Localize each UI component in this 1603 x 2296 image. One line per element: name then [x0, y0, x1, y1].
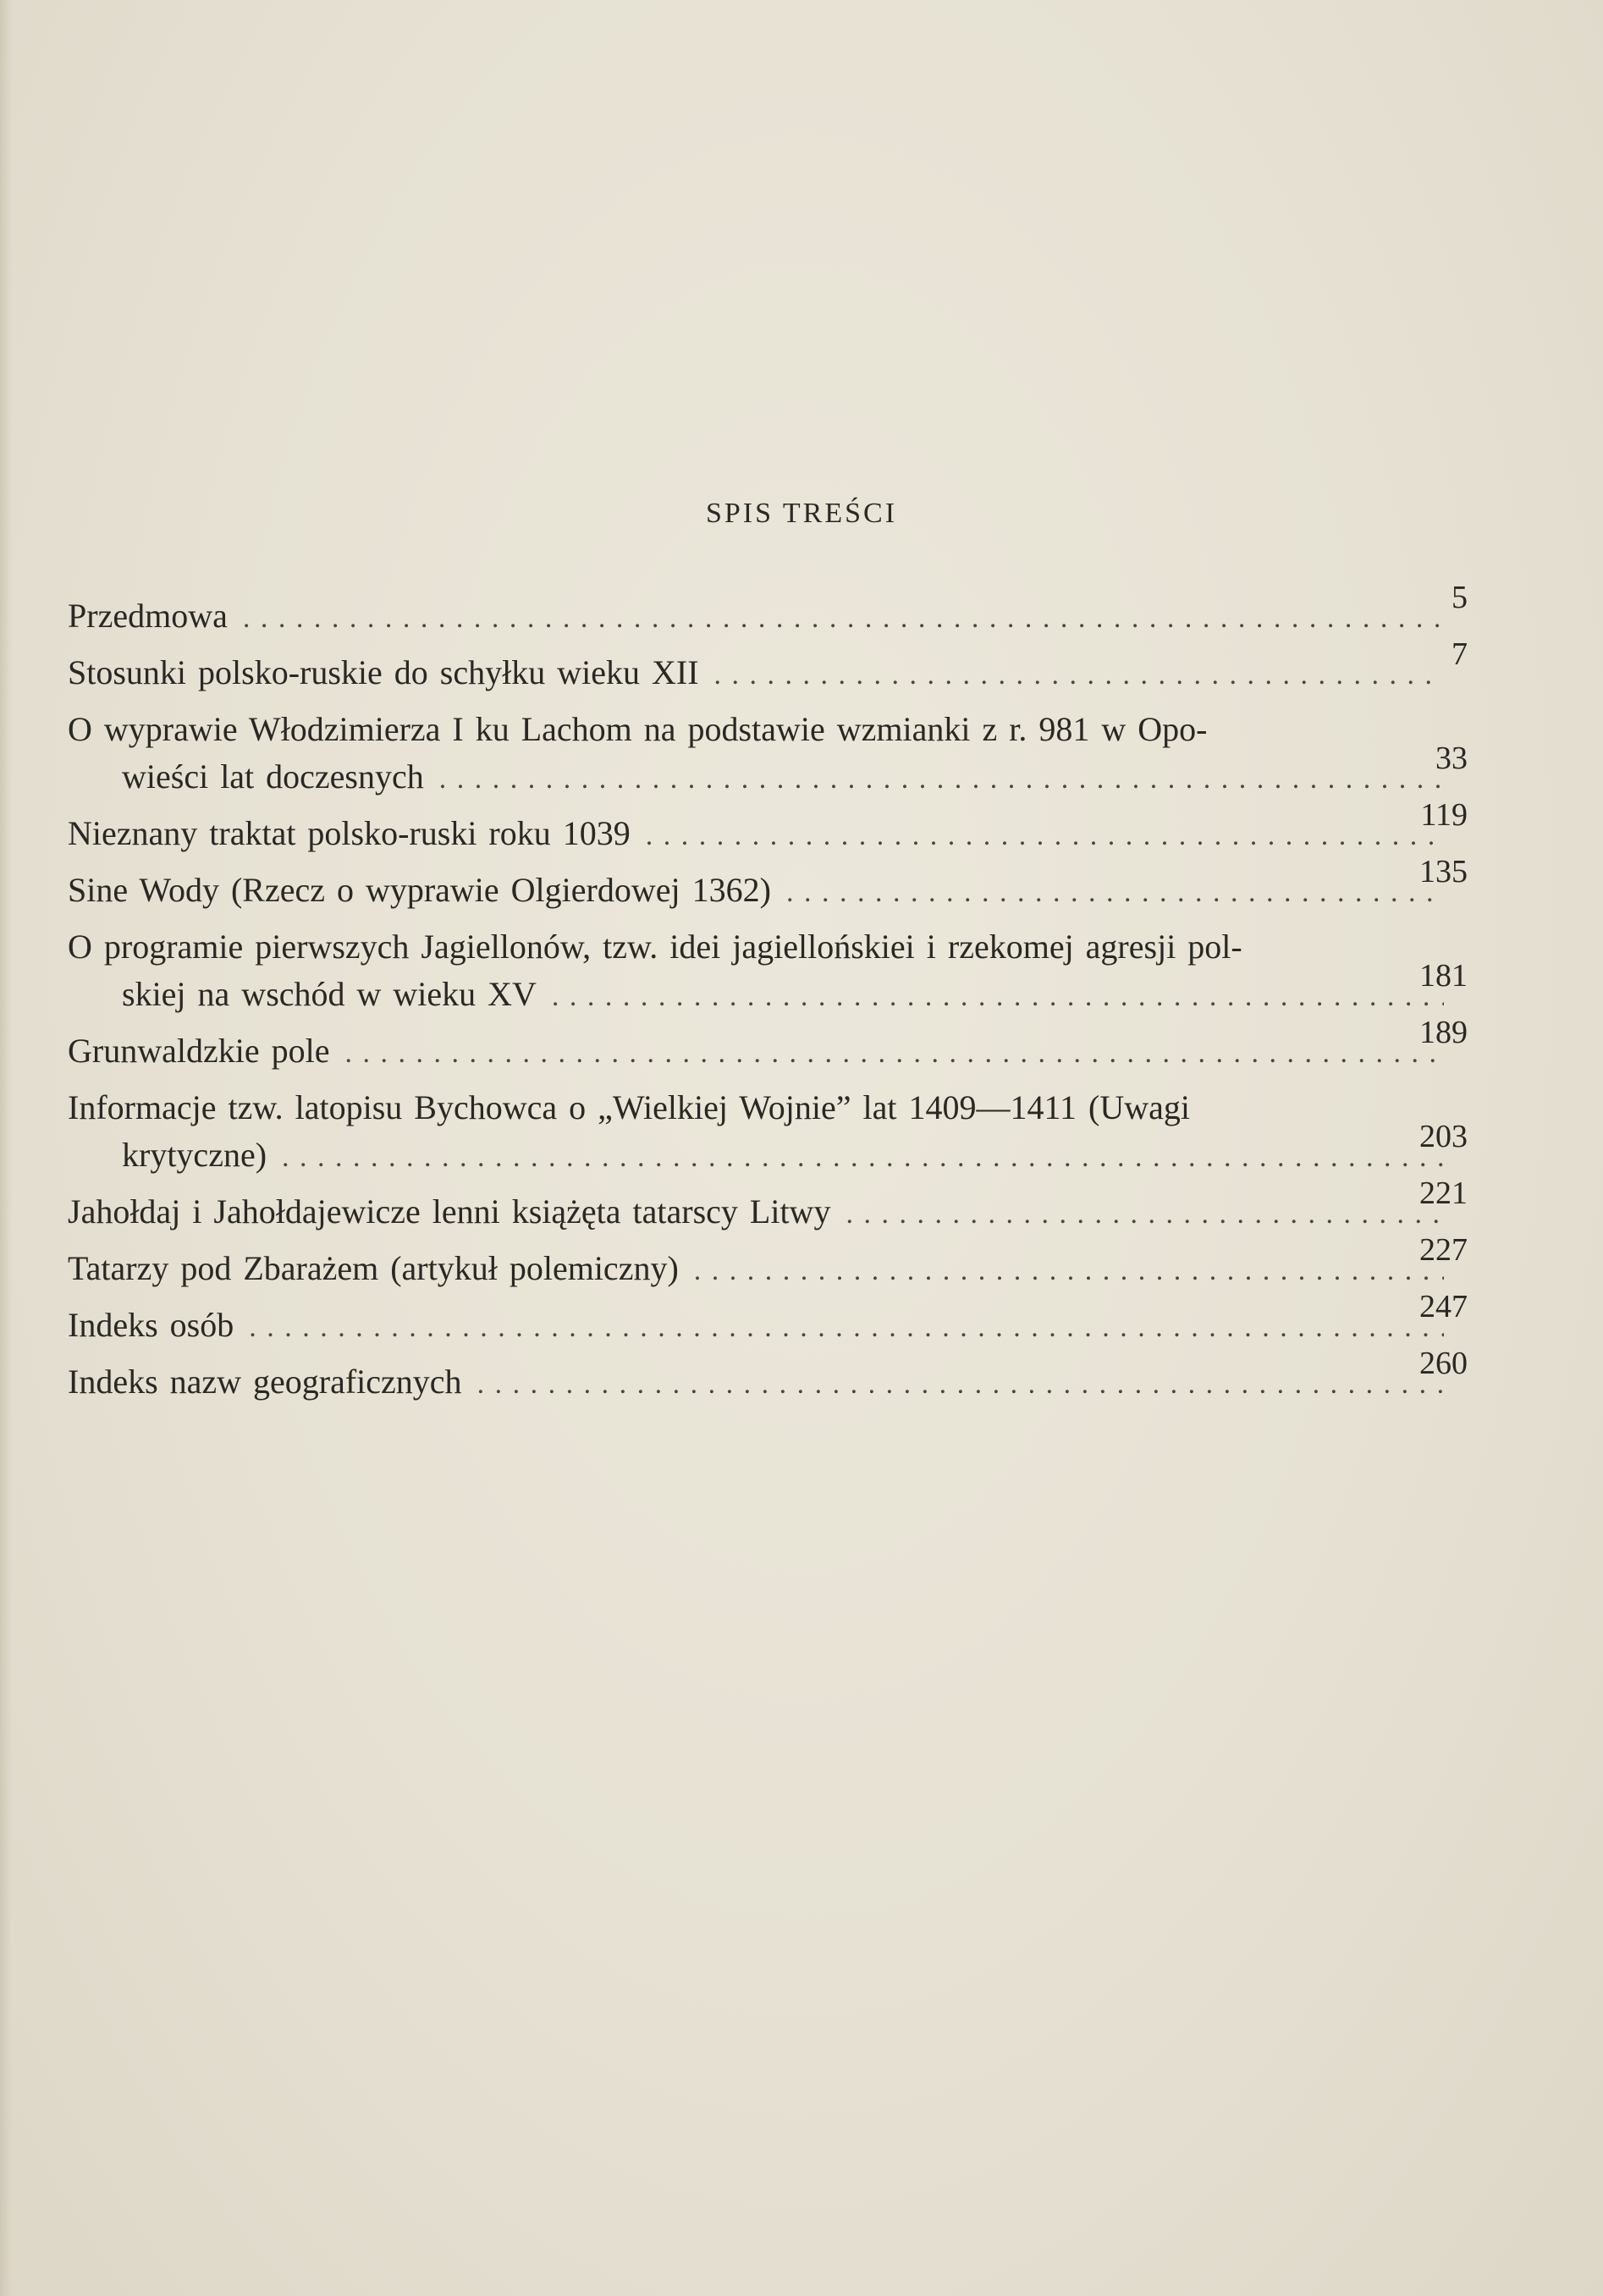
toc-entry-title: Jahołdaj i Jahołdajewicze lenni książęta tatarscy Litwy — [68, 1192, 831, 1231]
toc-entry-stosunki — [68, 636, 1468, 699]
toc-page-number: 33 — [1435, 741, 1468, 776]
toc-entry-jaholdaj — [68, 1176, 1468, 1238]
toc-entry-title: Indeks osób — [68, 1306, 234, 1344]
table-of-contents — [68, 580, 1468, 1415]
toc-entry-title-continued: wieści lat doczesnych — [122, 757, 424, 796]
toc-entry-grunwaldzkie-pole — [68, 1015, 1468, 1077]
toc-page-number: 221 — [1419, 1176, 1468, 1211]
toc-entry-o-programie-jagiellonow — [68, 923, 1468, 1021]
dot-leader — [344, 1030, 1444, 1077]
dot-leader — [846, 1191, 1444, 1238]
toc-entry-informacje-latopisu — [68, 1084, 1468, 1181]
toc-page-number: 227 — [1419, 1232, 1468, 1268]
toc-entry-title: Grunwaldzkie pole — [68, 1032, 330, 1070]
toc-page-number: 260 — [1419, 1346, 1468, 1381]
toc-entry-indeks-osob — [68, 1289, 1468, 1352]
toc-page-number: 247 — [1419, 1289, 1468, 1324]
toc-entry-nieznany-traktat — [68, 797, 1468, 860]
toc-entry-indeks-nazw-geograficznych — [68, 1346, 1468, 1408]
toc-entry-title: Tatarzy pod Zbarażem (artykuł polemiczny) — [68, 1249, 679, 1287]
toc-entry-title-continued: skiej na wschód w wieku XV — [122, 975, 537, 1013]
toc-entry-tatarzy-pod-zbarazem — [68, 1232, 1468, 1295]
dot-leader — [439, 756, 1444, 803]
toc-entry-title: Nieznany traktat polsko-ruski roku 1039 — [68, 814, 631, 852]
dot-leader — [714, 652, 1444, 699]
dot-leader — [646, 812, 1444, 860]
dot-leader — [552, 973, 1444, 1021]
page-title: SPIS TREŚCI — [705, 498, 898, 529]
toc-entry-sine-wody — [68, 854, 1468, 917]
toc-entry-o-wyprawie-wlodzimierza — [68, 706, 1468, 803]
dot-leader — [694, 1247, 1444, 1295]
toc-page-number: 7 — [1452, 636, 1468, 672]
dot-leader — [249, 1304, 1444, 1352]
toc-entry-title: Stosunki polsko-ruskie do schyłku wieku XII — [68, 653, 699, 691]
toc-entry-przedmowa — [68, 580, 1468, 642]
toc-page-number: 181 — [1419, 958, 1468, 994]
toc-entry-title: Przedmowa — [68, 597, 228, 635]
toc-entry-title: O wyprawie Włodzimierza I ku Lachom na podstawie wzmianki z r. 981 w Opo- — [68, 710, 1208, 748]
toc-entry-title: Informacje tzw. latopisu Bychowca o „Wielkiej Wojnie” lat 1409—1411 (Uwagi — [68, 1088, 1190, 1126]
dot-leader — [477, 1361, 1444, 1408]
toc-page-number: 119 — [1420, 797, 1468, 833]
dot-leader — [786, 869, 1444, 917]
toc-entry-title: Indeks nazw geograficznych — [68, 1363, 462, 1401]
toc-entry-title: Sine Wody (Rzecz o wyprawie Olgierdowej 1362) — [68, 871, 771, 909]
toc-entry-title-continued: krytyczne) — [122, 1136, 267, 1174]
toc-page-number: 135 — [1419, 854, 1468, 889]
dot-leader — [282, 1134, 1444, 1181]
toc-page-number: 189 — [1419, 1015, 1468, 1050]
page-edge-shadow — [0, 0, 12, 2296]
toc-page-number: 203 — [1419, 1119, 1468, 1154]
dot-leader — [243, 595, 1444, 642]
toc-page-number: 5 — [1452, 580, 1468, 615]
toc-entry-title: O programie pierwszych Jagiellonów, tzw. idei jagiellońskiei i rzekomej agresji pol- — [68, 928, 1242, 966]
